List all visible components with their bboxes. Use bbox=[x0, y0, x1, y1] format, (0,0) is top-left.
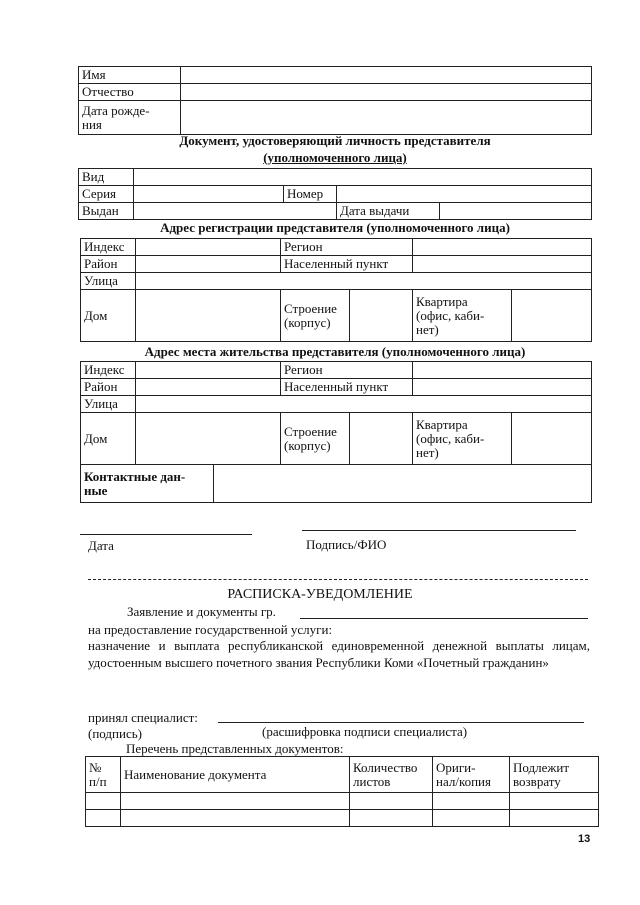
date-label: Дата bbox=[88, 538, 114, 553]
house-field[interactable] bbox=[136, 413, 281, 465]
docs-header-count: Количество листов bbox=[350, 757, 433, 793]
name-field[interactable] bbox=[181, 67, 592, 84]
region-field[interactable] bbox=[413, 239, 592, 256]
label-issue-date: Дата выдачи bbox=[337, 203, 440, 220]
sign-caption: (подпись) bbox=[88, 726, 142, 741]
label-apartment: Квартира (офис, каби- нет) bbox=[413, 290, 512, 342]
label-number: Номер bbox=[284, 186, 337, 203]
reg-section-title: Адрес регистрации представителя (уполномоченного лица) bbox=[160, 220, 510, 235]
receipt-line1: Заявление и документы гр. bbox=[127, 604, 276, 619]
label-house: Дом bbox=[81, 413, 136, 465]
street-field[interactable] bbox=[136, 273, 592, 290]
label-index: Индекс bbox=[81, 362, 136, 379]
docs-header-return: Подлежит возврату bbox=[510, 757, 599, 793]
building-field[interactable] bbox=[350, 290, 413, 342]
table-row[interactable] bbox=[86, 810, 599, 827]
cut-line bbox=[88, 579, 588, 580]
table-row[interactable] bbox=[86, 793, 599, 810]
res-section-title: Адрес места жительства представителя (уполномоченного лица) bbox=[144, 344, 526, 359]
date-line[interactable] bbox=[80, 534, 252, 535]
label-birthdate: Дата рожде- ния bbox=[79, 101, 181, 135]
label-name: Имя bbox=[79, 67, 181, 84]
index-field[interactable] bbox=[136, 362, 281, 379]
district-field[interactable] bbox=[136, 256, 281, 273]
label-district: Район bbox=[81, 379, 136, 396]
decode-caption: (расшифровка подписи специалиста) bbox=[262, 724, 468, 739]
doc-type-field[interactable] bbox=[134, 169, 592, 186]
label-locality: Населенный пункт bbox=[281, 256, 413, 273]
label-contacts: Контактные дан- ные bbox=[81, 465, 214, 503]
label-patronymic: Отчество bbox=[79, 84, 181, 101]
patronymic-field[interactable] bbox=[181, 84, 592, 101]
label-building: Строение (корпус) bbox=[281, 413, 350, 465]
issue-date-field[interactable] bbox=[440, 203, 592, 220]
region-field[interactable] bbox=[413, 362, 592, 379]
birthdate-field[interactable] bbox=[181, 101, 592, 135]
apartment-field[interactable] bbox=[512, 290, 592, 342]
doc-section-subtitle: (уполномоченного лица) bbox=[263, 150, 407, 165]
label-building: Строение (корпус) bbox=[281, 290, 350, 342]
label-house: Дом bbox=[81, 290, 136, 342]
label-street: Улица bbox=[81, 273, 136, 290]
applicant-name-line[interactable] bbox=[300, 618, 588, 619]
apartment-field[interactable] bbox=[512, 413, 592, 465]
series-field[interactable] bbox=[134, 186, 284, 203]
signature-label: Подпись/ФИО bbox=[306, 537, 387, 552]
locality-field[interactable] bbox=[413, 256, 592, 273]
district-field[interactable] bbox=[136, 379, 281, 396]
label-locality: Населенный пункт bbox=[281, 379, 413, 396]
signature-line[interactable] bbox=[302, 530, 576, 531]
building-field[interactable] bbox=[350, 413, 413, 465]
house-field[interactable] bbox=[136, 290, 281, 342]
label-district: Район bbox=[81, 256, 136, 273]
receipt-line2: на предоставление государственной услуги: bbox=[88, 622, 333, 637]
label-region: Регион bbox=[281, 239, 413, 256]
contacts-field[interactable] bbox=[214, 465, 592, 503]
label-apartment: Квартира (офис, каби- нет) bbox=[413, 413, 512, 465]
receipt-title: РАСПИСКА-УВЕДОМЛЕНИЕ bbox=[227, 587, 413, 602]
issued-field[interactable] bbox=[134, 203, 337, 220]
locality-field[interactable] bbox=[413, 379, 592, 396]
docs-header-no: № п/п bbox=[86, 757, 121, 793]
label-region: Регион bbox=[281, 362, 413, 379]
doc-section-title: Документ, удостоверяющий личность представителя bbox=[179, 133, 491, 148]
docs-table bbox=[85, 756, 599, 827]
page-number: 13 bbox=[578, 833, 591, 845]
number-field[interactable] bbox=[337, 186, 592, 203]
label-street: Улица bbox=[81, 396, 136, 413]
docs-header-type: Ориги- нал/копия bbox=[433, 757, 510, 793]
specialist-line[interactable] bbox=[218, 722, 584, 723]
label-index: Индекс bbox=[81, 239, 136, 256]
index-field[interactable] bbox=[136, 239, 281, 256]
label-issued: Выдан bbox=[79, 203, 134, 220]
accepted-label: принял специалист: bbox=[88, 710, 198, 725]
docs-header-name: Наименование документа bbox=[121, 757, 350, 793]
label-series: Серия bbox=[79, 186, 134, 203]
service-description: назначение и выплата республиканской единовременной денежной выплаты лицам, удостоенным высшего почетного звания Республики Коми «Почетный гражданин» bbox=[88, 638, 590, 670]
label-doc-type: Вид bbox=[79, 169, 134, 186]
street-field[interactable] bbox=[136, 396, 592, 413]
docs-list-title: Перечень представленных документов: bbox=[126, 741, 344, 756]
